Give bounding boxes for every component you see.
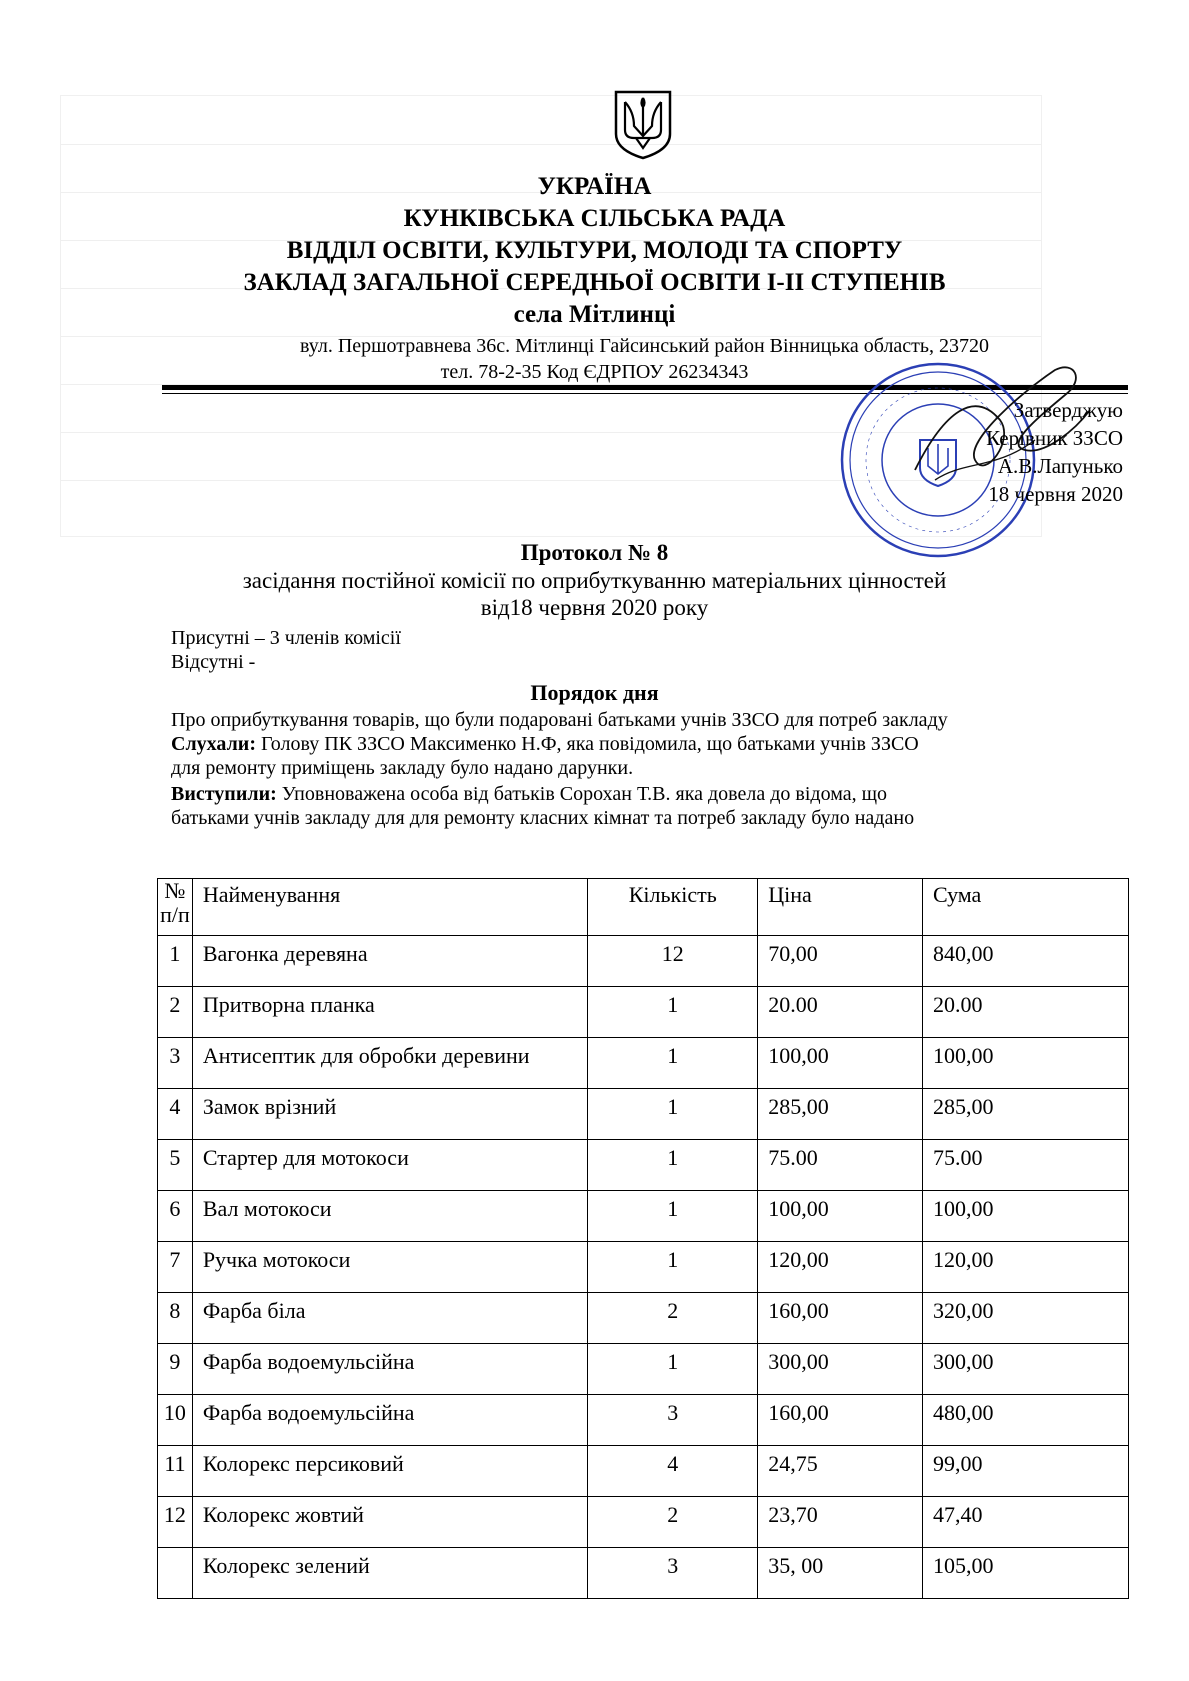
approval-line: А.В.Лапунько (997, 454, 1123, 478)
row-sum: 20.00 (922, 987, 1128, 1038)
row-sum: 99,00 (922, 1446, 1128, 1497)
row-num: 6 (158, 1191, 193, 1242)
heard-text: Голову ПК ЗЗСО Максименко Н.Ф, яка повідомила, що батьками учнів ЗЗСО (255, 733, 919, 755)
row-name: Колорекс жовтий (192, 1497, 587, 1548)
row-sum: 105,00 (922, 1548, 1128, 1599)
row-price: 100,00 (758, 1038, 923, 1089)
row-qty: 1 (588, 1242, 758, 1293)
protocol-title: Протокол № 8 (520, 540, 669, 565)
row-qty: 3 (588, 1395, 758, 1446)
row-sum: 75.00 (922, 1140, 1128, 1191)
row-name: Стартер для мотокоси (192, 1140, 587, 1191)
row-qty: 1 (588, 1140, 758, 1191)
row-sum: 100,00 (922, 1191, 1128, 1242)
header-school: ЗАКЛАД ЗАГАЛЬНОЇ СЕРЕДНЬОЇ ОСВІТИ І-ІІ СТУПЕНІВ (243, 269, 946, 296)
spoke-label: Виступили: (171, 783, 277, 805)
row-sum: 285,00 (922, 1089, 1128, 1140)
row-price: 100,00 (758, 1191, 923, 1242)
table-row (158, 1497, 1129, 1548)
row-sum: 320,00 (922, 1293, 1128, 1344)
row-price: 120,00 (758, 1242, 923, 1293)
row-price: 20.00 (758, 987, 923, 1038)
row-num: 3 (158, 1038, 193, 1089)
spoke-line-2: батьками учнів закладу для для ремонту класних кімнат та потреб закладу було надано (171, 807, 915, 829)
row-name: Замок врізний (192, 1089, 587, 1140)
table-row (158, 1344, 1129, 1395)
spoke-text: Уповноважена особа від батьків Сорохан Т.В. яка довела до відома, що (276, 783, 888, 805)
row-num: 1 (158, 936, 193, 987)
row-sum: 480,00 (922, 1395, 1128, 1446)
row-qty: 1 (588, 1191, 758, 1242)
attendance-absent: Відсутні - (171, 651, 256, 673)
row-name: Вал мотокоси (192, 1191, 587, 1242)
spoke-line (171, 782, 887, 806)
row-qty: 2 (588, 1497, 758, 1548)
row-num: 2 (158, 987, 193, 1038)
row-qty: 2 (588, 1293, 758, 1344)
row-price: 300,00 (758, 1344, 923, 1395)
protocol-subtitle: засідання постійної комісії по оприбуткуванню матеріальних цінностей (242, 568, 947, 593)
row-name: Вагонка деревяна (192, 936, 587, 987)
row-name: Притворна планка (192, 987, 587, 1038)
table-row (158, 936, 1129, 987)
row-name: Ручка мотокоси (192, 1242, 587, 1293)
header-department: ВІДДІЛ ОСВІТИ, КУЛЬТУРИ, МОЛОДІ ТА СПОРТУ (286, 237, 903, 264)
row-price: 23,70 (758, 1497, 923, 1548)
trident-emblem-icon (612, 90, 674, 160)
row-num: 4 (158, 1089, 193, 1140)
row-sum: 100,00 (922, 1038, 1128, 1089)
protocol-date: від18 червня 2020 року (480, 595, 709, 620)
table-row (158, 1140, 1129, 1191)
row-qty: 3 (588, 1548, 758, 1599)
table-row (158, 1191, 1129, 1242)
row-name: Антисептик для обробки деревини (192, 1038, 587, 1089)
row-num: 12 (158, 1497, 193, 1548)
row-qty: 1 (588, 1038, 758, 1089)
row-qty: 1 (588, 1089, 758, 1140)
row-num: 9 (158, 1344, 193, 1395)
heard-line (171, 732, 919, 756)
row-price: 75.00 (758, 1140, 923, 1191)
header-price: Ціна (758, 879, 923, 936)
table-row (158, 1089, 1129, 1140)
row-sum: 47,40 (922, 1497, 1128, 1548)
row-price: 24,75 (758, 1446, 923, 1497)
header-qty: Кількість (588, 879, 758, 936)
row-qty: 1 (588, 1344, 758, 1395)
row-price: 285,00 (758, 1089, 923, 1140)
agenda-item: Про оприбуткування товарів, що були подаровані батьками учнів ЗЗСО для потреб закладу (171, 709, 948, 731)
approval-line: Затверджую (1013, 398, 1123, 422)
approval-line: 18 червня 2020 (988, 482, 1123, 506)
table-row (158, 987, 1129, 1038)
items-table (157, 878, 1129, 1599)
agenda-heading: Порядок дня (530, 680, 659, 705)
table-header-row (158, 879, 1129, 936)
row-price: 160,00 (758, 1293, 923, 1344)
header-council: КУНКІВСЬКА СІЛЬСЬКА РАДА (403, 205, 786, 232)
header-address: вул. Першотравнева 36с. Мітлинці Гайсинський район Вінницька область, 23720 (299, 335, 990, 357)
row-name: Колорекс персиковий (192, 1446, 587, 1497)
row-num: 11 (158, 1446, 193, 1497)
row-price: 70,00 (758, 936, 923, 987)
row-num: 10 (158, 1395, 193, 1446)
header-country: УКРАЇНА (537, 173, 652, 200)
row-price: 35, 00 (758, 1548, 923, 1599)
header-name: Найменування (192, 879, 587, 936)
row-name: Фарба біла (192, 1293, 587, 1344)
table-row (158, 1242, 1129, 1293)
row-num (158, 1548, 193, 1599)
row-qty: 4 (588, 1446, 758, 1497)
attendance-present: Присутні – 3 членів комісії (171, 627, 401, 649)
approval-block (986, 396, 1123, 508)
header-num: № п/п (158, 879, 193, 936)
table-row (158, 1446, 1129, 1497)
row-num: 5 (158, 1140, 193, 1191)
row-sum: 300,00 (922, 1344, 1128, 1395)
row-qty: 12 (588, 936, 758, 987)
approval-line: Керівник ЗЗСО (986, 426, 1123, 450)
row-sum: 120,00 (922, 1242, 1128, 1293)
row-num: 7 (158, 1242, 193, 1293)
heard-label: Слухали: (171, 733, 256, 755)
row-price: 160,00 (758, 1395, 923, 1446)
row-name: Фарба водоемульсійна (192, 1344, 587, 1395)
row-num: 8 (158, 1293, 193, 1344)
table-row (158, 1395, 1129, 1446)
row-name: Фарба водоемульсійна (192, 1395, 587, 1446)
header-contacts: тел. 78-2-35 Код ЄДРПОУ 26234343 (440, 361, 749, 383)
heard-line-2: для ремонту приміщень закладу було надано дарунки. (171, 757, 634, 779)
table-row (158, 1038, 1129, 1089)
row-name: Колорекс зелений (192, 1548, 587, 1599)
table-row (158, 1293, 1129, 1344)
header-village: села Мітлинці (513, 301, 676, 328)
row-qty: 1 (588, 987, 758, 1038)
row-sum: 840,00 (922, 936, 1128, 987)
table-row (158, 1548, 1129, 1599)
header-sum: Сума (922, 879, 1128, 936)
